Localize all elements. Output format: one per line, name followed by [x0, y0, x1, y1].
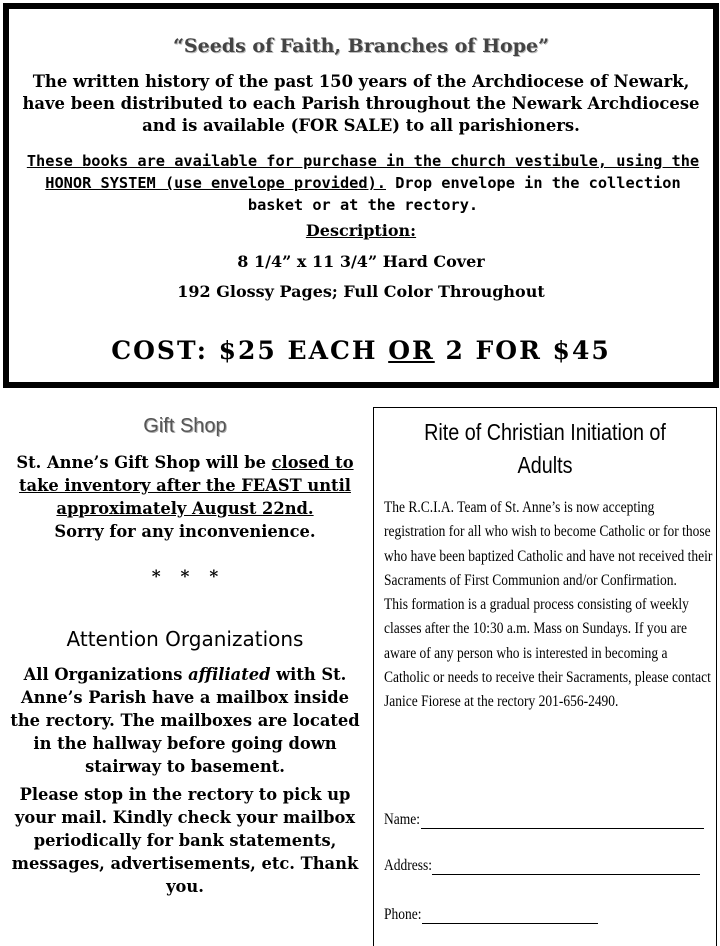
seeds-title: “Seeds of Faith, Branches of Hope” [172, 35, 550, 57]
name-field[interactable] [421, 814, 704, 829]
rcia-title-line2: Adults [517, 452, 573, 478]
cost-line [9, 336, 713, 365]
rcia-registration-text: The R.C.I.A. Team of St. Anne’s is now accepting registration for all who wish to become Catholic or for those who have been baptized Catholic and have not received their Sacraments of First Communion and/or Confirmation. [384, 499, 713, 589]
phone-field-row [384, 906, 598, 924]
cost-prefix: COST: $25 EACH [111, 336, 389, 365]
rcia-formation-text: This formation is a gradual process consisting of weekly classes after the 10:30 a.m. Mass on Sundays. If you are aware of any person who is interested in becoming a Catholic or needs to receive their Sacraments, please contact Janice Fiorese at the rectory 201-656-2490. [384, 596, 711, 711]
rcia-title [398, 416, 692, 482]
rcia-panel [373, 407, 717, 946]
address-label: Address: [384, 857, 432, 874]
name-label: Name: [384, 811, 420, 828]
phone-label: Phone: [384, 906, 422, 923]
gift-shop-closed: closed [271, 453, 330, 472]
organizations-pickup-text: Please stop in the rectory to pick up your mail. Kindly check your mailbox periodically for bank statements, messages, advertisements, etc. Thank you. [11, 785, 359, 896]
gift-shop-apology: Sorry for any inconvenience. [54, 522, 316, 541]
cost-or: OR [388, 336, 435, 365]
org-text-before: All Organizations [23, 665, 189, 684]
description-pages: 192 Glossy Pages; Full Color Throughout [177, 282, 545, 301]
section-separator: * * * [151, 567, 219, 587]
seeds-purchase-info [19, 150, 707, 216]
description-heading: Description: [305, 221, 417, 240]
organizations-mailbox-text [4, 663, 366, 778]
address-field-row [384, 857, 700, 875]
rcia-body [384, 496, 715, 715]
gift-shop-inventory: to take inventory after the FEAST until approximately August 22nd. [19, 453, 354, 518]
seeds-of-faith-box [3, 3, 719, 388]
phone-field[interactable] [422, 909, 598, 924]
description-size: 8 1/4” x 11 3/4” Hard Cover [237, 252, 485, 271]
drop-envelope-text: Drop envelope in the collection basket or at the rectory. [247, 174, 681, 214]
gift-shop-notice [0, 451, 370, 543]
honor-system-notice: These books are available for purchase in the church vestibule, using the HONOR SYSTEM (use envelope provided). [26, 152, 700, 192]
organizations-title: Attention Organizations [66, 627, 304, 651]
name-field-row [384, 811, 704, 829]
rcia-title-line1: Rite of Christian Initiation of [424, 419, 666, 445]
gift-shop-text-before: St. Anne’s Gift Shop will be [16, 453, 272, 472]
cost-suffix: 2 FOR $45 [434, 336, 611, 365]
seeds-intro: The written history of the past 150 years of the Archdiocese of Newark, have been distributed to each Parish throughout the Newark Archdiocese and is available (FOR SALE) to all parishioners. [22, 72, 700, 135]
address-field[interactable] [432, 860, 700, 875]
org-affiliated: affiliated [188, 665, 271, 684]
gift-shop-title: Gift Shop [143, 415, 227, 437]
org-text-after: with St. Anne’s Parish have a mailbox inside the rectory. The mailboxes are located in the hallway before going down stairway to basement. [10, 665, 360, 776]
